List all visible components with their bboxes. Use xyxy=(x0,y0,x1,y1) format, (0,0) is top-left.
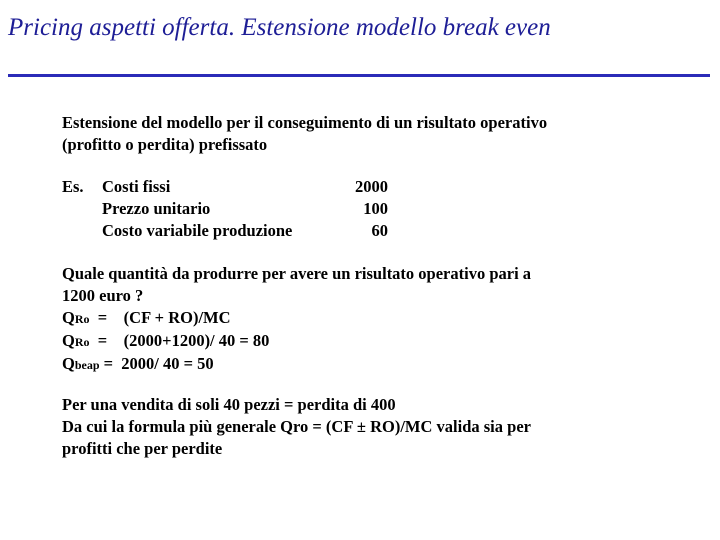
title-divider xyxy=(8,74,710,77)
question-line-2: 1200 euro ? xyxy=(62,286,144,305)
example-label: Costi fissi xyxy=(102,177,171,196)
example-value: 60 xyxy=(371,221,388,240)
formula-subscript: Ro xyxy=(74,335,90,349)
conclusion-line-3: profitti che per perdite xyxy=(62,439,223,458)
formula-line xyxy=(62,353,531,376)
formula-expression: = (2000+1200)/ 40 = 80 xyxy=(89,331,270,350)
formula-symbol: Q xyxy=(62,331,75,350)
example-prefix: Es. xyxy=(62,177,84,196)
formula-expression: = (CF + RO)/MC xyxy=(89,308,231,327)
example-row xyxy=(62,220,388,242)
example-value: 2000 xyxy=(355,177,388,196)
formula-expression: = 2000/ 40 = 50 xyxy=(99,354,214,373)
intro-line-2: (profitto o perdita) prefissato xyxy=(62,135,268,154)
intro-line-1: Estensione del modello per il conseguimento di un risultato operativo xyxy=(62,113,548,132)
example-row xyxy=(62,198,388,220)
formula-symbol: Q xyxy=(62,308,75,327)
formula-symbol: Q xyxy=(62,354,75,373)
question-line-1: Quale quantità da produrre per avere un risultato operativo pari a xyxy=(62,264,532,283)
example-value: 100 xyxy=(363,199,388,218)
conclusion-line-1: Per una vendita di soli 40 pezzi = perdita di 400 xyxy=(62,395,396,414)
formula-subscript: beap xyxy=(74,358,100,372)
conclusion-line-2: Da cui la formula più generale Qro = (CF ± RO)/MC valida sia per xyxy=(62,417,531,436)
page-title: Pricing aspetti offerta. Estensione modello break even xyxy=(8,14,551,41)
intro-paragraph xyxy=(62,112,547,156)
formula-line xyxy=(62,330,531,353)
example-row xyxy=(62,176,388,198)
question-paragraph xyxy=(62,263,531,376)
example-table xyxy=(62,176,388,242)
example-label: Prezzo unitario xyxy=(102,199,211,218)
conclusion-paragraph xyxy=(62,394,531,460)
formula-line xyxy=(62,307,531,330)
formula-subscript: Ro xyxy=(74,312,90,326)
example-label: Costo variabile produzione xyxy=(102,221,293,240)
